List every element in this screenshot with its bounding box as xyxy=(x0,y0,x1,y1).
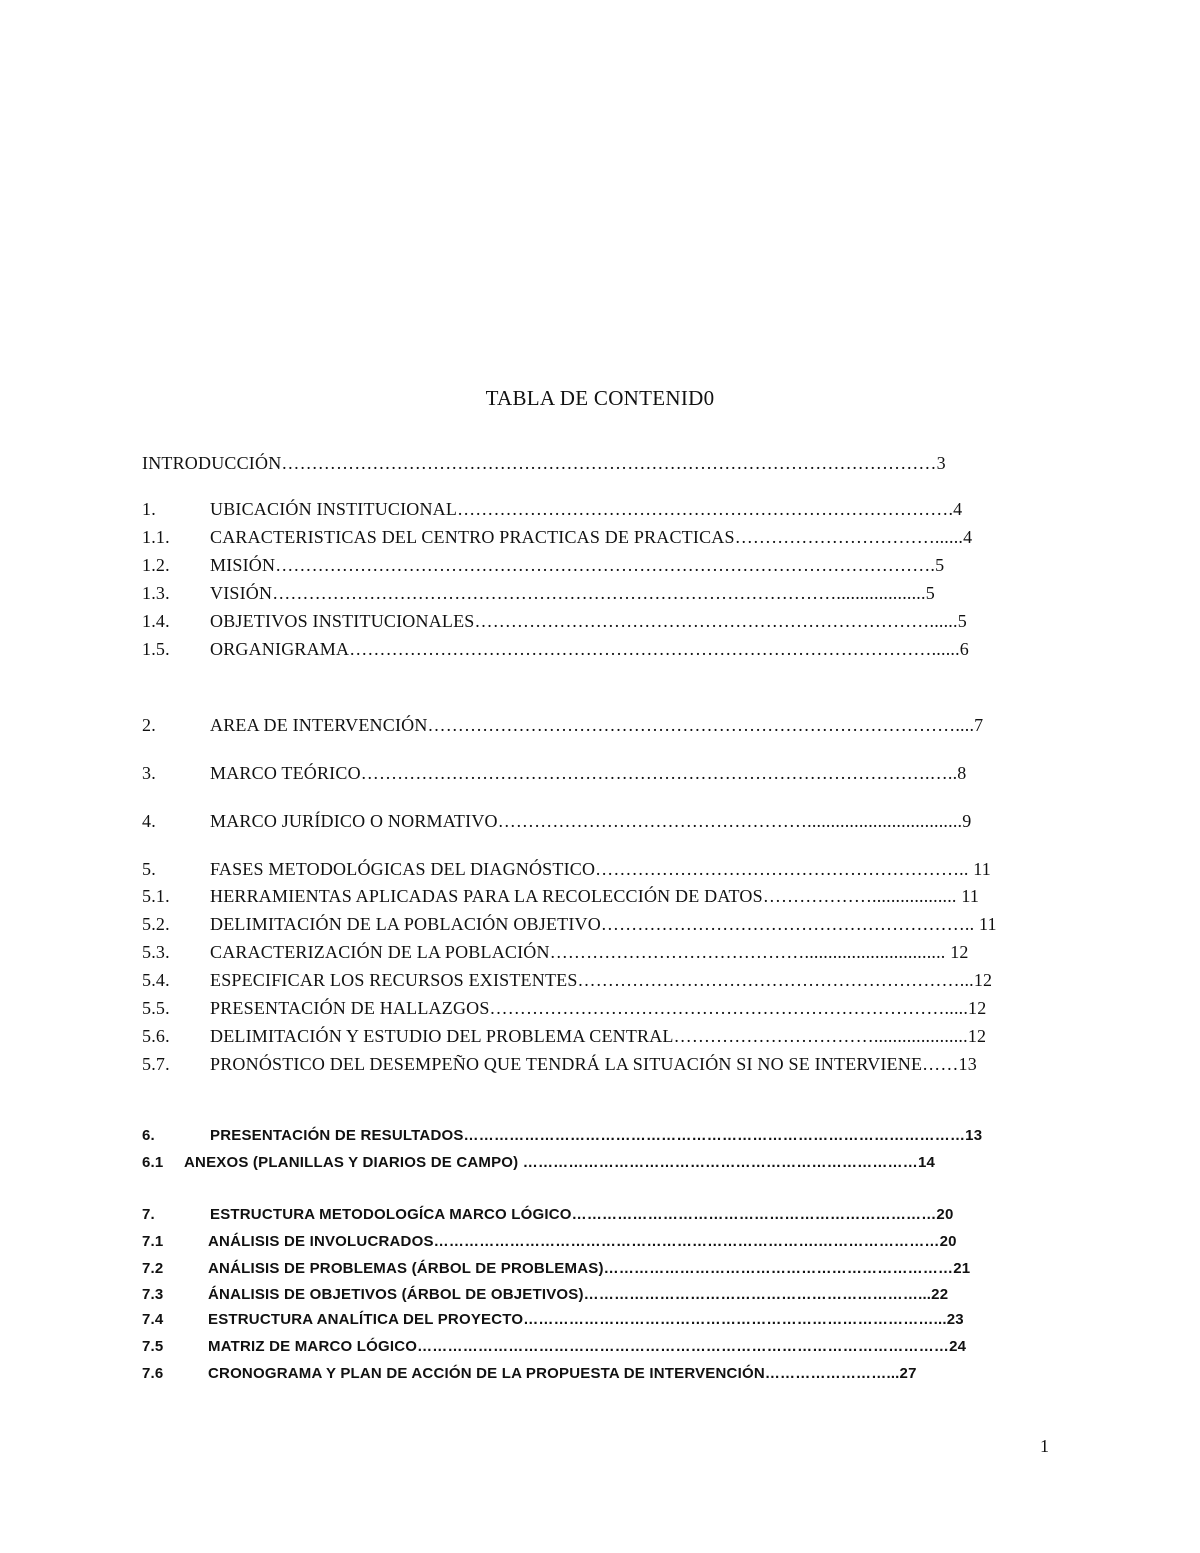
toc-entry-number: 5.7. xyxy=(142,1054,170,1074)
toc-entry-label: FASES METODOLÓGICAS DEL DIAGNÓSTICO…………………………………………………….. 11 xyxy=(210,859,992,879)
toc-entry xyxy=(142,636,1042,662)
toc-entry-number: 6.1 xyxy=(142,1154,164,1171)
toc-entry-label: UBICACIÓN INSTITUCIONAL……………………………………………………………………….4 xyxy=(210,499,963,519)
toc-entry-label: ESTRUCTURA ANALÍTICA DEL PROYECTO………………………………………………………………………...23 xyxy=(208,1311,964,1328)
toc-entry-number: 3. xyxy=(142,763,156,783)
toc-entry-label: ÁNALISIS DE OBJETIVOS (ÁRBOL DE OBJETIVOS)…………………………………………………………...22 xyxy=(208,1286,949,1303)
toc-entry-number: 1.2. xyxy=(142,555,170,575)
toc-entry-label: ANEXOS (PLANILLAS Y DIARIOS DE CAMPO) ……………………………………………………………………14 xyxy=(184,1154,936,1171)
toc-entry-label: INTRODUCCIÓN………………………………………………………………………………………………3 xyxy=(142,453,946,473)
toc-entry-label: ANÁLISIS DE INVOLUCRADOS………………………………………………………………….……………………20 xyxy=(208,1233,957,1250)
toc-entry-number: 5.4. xyxy=(142,970,170,990)
toc-entry-number: 7.4 xyxy=(142,1311,164,1328)
toc-entry xyxy=(142,808,1042,834)
toc-entry xyxy=(142,1051,1042,1077)
toc-entry-label: DELIMITACIÓN DE LA POBLACIÓN OBJETIVO…………………………………………………….. 11 xyxy=(210,914,997,934)
toc-entry-label: PRESENTACIÓN DE RESULTADOS………………………………………………………………………………………13 xyxy=(210,1127,983,1144)
toc-entry-label: PRESENTACIÓN DE HALLAZGOS………………………………………………………………….....12 xyxy=(210,998,987,1018)
toc-entry xyxy=(142,450,1042,476)
toc-entry-label: MATRIZ DE MARCO LÓGICO……………………………………………………………………………………………24 xyxy=(208,1338,967,1355)
toc-entry xyxy=(142,911,1042,937)
toc-entry-label: MISIÓN……………………………………………………………………………………………….5 xyxy=(210,555,945,575)
toc-entry-number: 1.3. xyxy=(142,583,170,603)
toc-entry xyxy=(142,967,1042,993)
toc-entry-number: 7.2 xyxy=(142,1260,164,1277)
toc-entry-number: 1.5. xyxy=(142,639,170,659)
toc-entry xyxy=(142,1150,1042,1176)
toc-entry xyxy=(142,760,1042,786)
toc-entry xyxy=(142,883,1042,909)
toc-entry xyxy=(142,1123,1042,1149)
toc-entry-label: MARCO JURÍDICO O NORMATIVO…………………………………………….................................9 xyxy=(210,811,972,831)
toc-entry-label: CARACTERIZACIÓN DE LA POBLACIÓN…………………………………….............................. 12 xyxy=(210,942,969,962)
toc-entry xyxy=(142,496,1042,522)
toc-entry xyxy=(142,1334,1042,1360)
toc-entry xyxy=(142,856,1042,882)
toc-entry-number: 7.1 xyxy=(142,1233,164,1250)
toc-entry xyxy=(142,1307,1042,1333)
toc-title: TABLA DE CONTENID0 xyxy=(485,386,715,410)
toc-entry-number: 1.1. xyxy=(142,527,170,547)
toc-entry-number: 1. xyxy=(142,499,156,519)
toc-entry-label: AREA DE INTERVENCIÓN……………………………………………………………………………....7 xyxy=(210,715,984,735)
toc-entry-label: VISIÓN…………………………………………………………………………………...................5 xyxy=(210,583,935,603)
page-number: 1 xyxy=(1040,1436,1049,1456)
toc-entry xyxy=(142,1361,1042,1387)
toc-entry-label: MARCO TEÓRICO………………………………………………………………………………….…..8 xyxy=(210,763,967,783)
toc-entry xyxy=(142,995,1042,1021)
toc-entry xyxy=(142,1202,1042,1228)
toc-entry xyxy=(142,712,1042,738)
toc-entry-number: 5.5. xyxy=(142,998,170,1018)
toc-entry-label: CARACTERISTICAS DEL CENTRO PRACTICAS DE PRACTICAS……………………………......4 xyxy=(210,527,973,547)
toc-entry-number: 7.5 xyxy=(142,1338,164,1355)
toc-entry-label: CRONOGRAMA Y PLAN DE ACCIÓN DE LA PROPUESTA DE INTERVENCIÓN……………………...27 xyxy=(208,1365,917,1382)
toc-entry xyxy=(142,608,1042,634)
toc-entry-number: 7.3 xyxy=(142,1286,164,1303)
toc-entry-label: ANÁLISIS DE PROBLEMAS (ÁRBOL DE PROBLEMAS)……………………………………………………………21 xyxy=(208,1260,971,1277)
toc-entry-number: 1.4. xyxy=(142,611,170,631)
toc-entry xyxy=(142,580,1042,606)
toc-entry xyxy=(142,524,1042,550)
toc-entry-label: OBJETIVOS INSTITUCIONALES…………………………………………………………………......5 xyxy=(210,611,967,631)
toc-entry-label: ORGANIGRAMA……………………………………………………………………………………......6 xyxy=(210,639,970,659)
toc-entry xyxy=(142,552,1042,578)
toc-entry-number: 5.3. xyxy=(142,942,170,962)
toc-entry-label: DELIMITACIÓN Y ESTUDIO DEL PROBLEMA CENTRAL……………………………....................12 xyxy=(210,1026,987,1046)
toc-entry xyxy=(142,939,1042,965)
toc-entry-label: PRONÓSTICO DEL DESEMPEÑO QUE TENDRÁ LA SITUACIÓN SI NO SE INTERVIENE……13 xyxy=(210,1054,977,1074)
toc-entry-number: 5.2. xyxy=(142,914,170,934)
toc-entry xyxy=(142,1256,1042,1282)
toc-entry xyxy=(142,1282,1042,1308)
toc-entry xyxy=(142,1229,1042,1255)
toc-entry-number: 7. xyxy=(142,1206,155,1223)
toc-entry-label: ESTRUCTURA METODOLOGÍCA MARCO LÓGICO………………………………………………………………20 xyxy=(210,1206,954,1223)
toc-entry-number: 4. xyxy=(142,811,156,831)
toc-entry-number: 5.6. xyxy=(142,1026,170,1046)
toc-entry-number: 2. xyxy=(142,715,156,735)
toc-entry xyxy=(142,1023,1042,1049)
toc-entry-number: 5. xyxy=(142,859,156,879)
toc-entry-number: 6. xyxy=(142,1127,155,1144)
toc-entry-number: 7.6 xyxy=(142,1365,164,1382)
toc-entry-label: HERRAMIENTAS APLICADAS PARA LA RECOLECCIÓN DE DATOS……………….................. 11 xyxy=(210,886,980,906)
toc-entry-label: ESPECIFICAR LOS RECURSOS EXISTENTES………………………………………………………...12 xyxy=(210,970,993,990)
toc-entry-number: 5.1. xyxy=(142,886,170,906)
